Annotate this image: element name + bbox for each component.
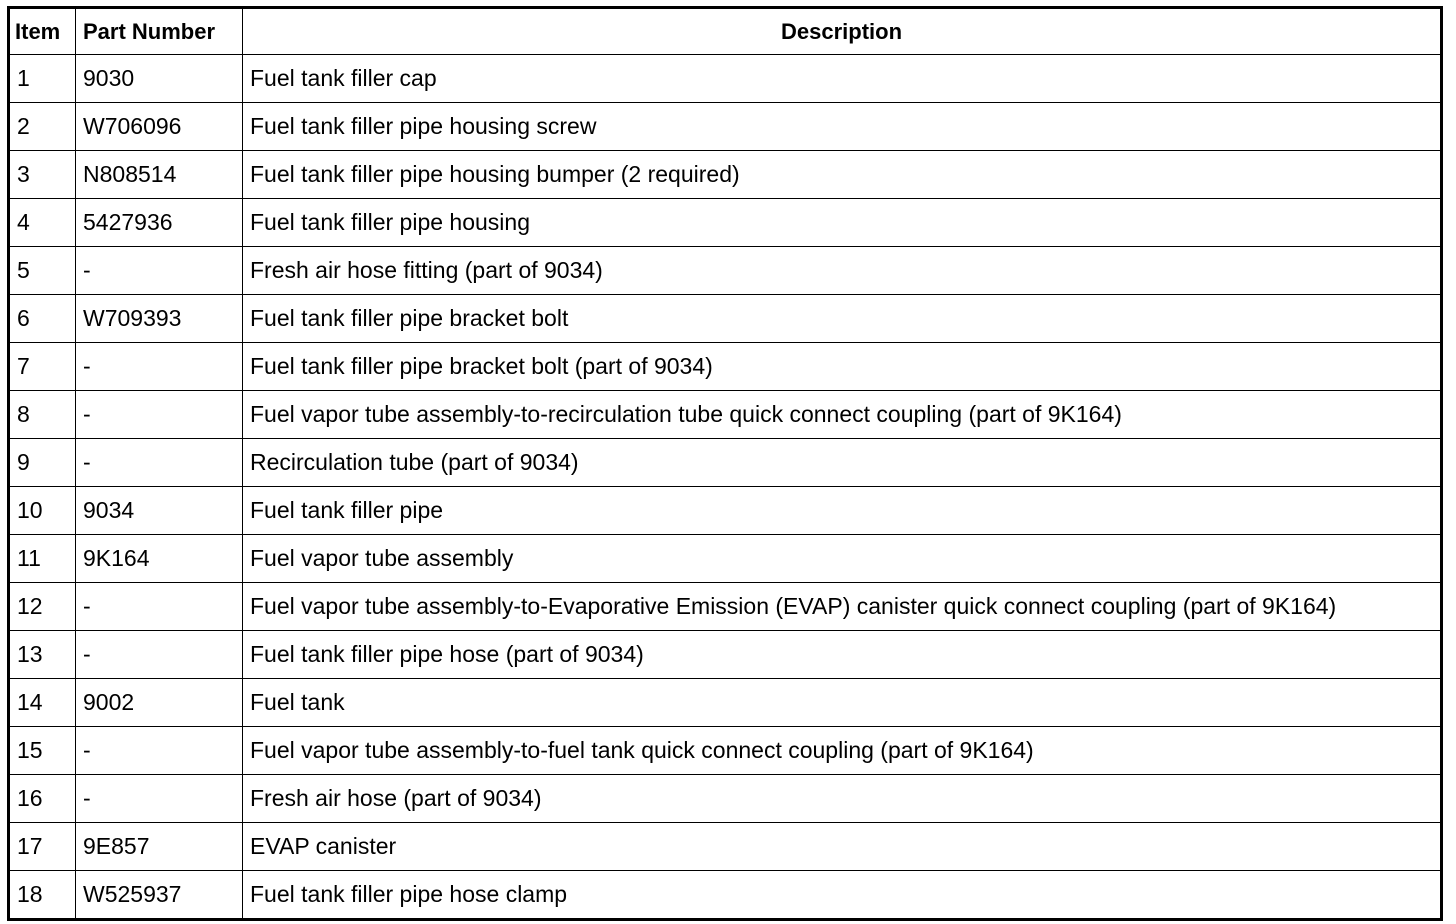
table-row <box>9 295 1442 343</box>
table-row <box>9 727 1442 775</box>
table-row <box>9 247 1442 295</box>
table-row <box>9 583 1442 631</box>
cell-part-number: 9034 <box>76 487 243 535</box>
cell-description: Fuel tank filler pipe hose clamp <box>243 871 1442 920</box>
cell-item: 9 <box>9 439 76 487</box>
parts-table <box>7 6 1443 921</box>
cell-description: Fuel tank filler pipe hose (part of 9034) <box>243 631 1442 679</box>
cell-part-number: - <box>76 727 243 775</box>
cell-item: 12 <box>9 583 76 631</box>
cell-part-number: W525937 <box>76 871 243 920</box>
cell-part-number: W709393 <box>76 295 243 343</box>
cell-part-number: 5427936 <box>76 199 243 247</box>
table-row <box>9 55 1442 103</box>
table-row <box>9 535 1442 583</box>
cell-item: 15 <box>9 727 76 775</box>
cell-description: Recirculation tube (part of 9034) <box>243 439 1442 487</box>
cell-item: 3 <box>9 151 76 199</box>
cell-item: 14 <box>9 679 76 727</box>
cell-description: Fuel tank filler pipe housing bumper (2 required) <box>243 151 1442 199</box>
cell-item: 13 <box>9 631 76 679</box>
cell-part-number: 9E857 <box>76 823 243 871</box>
cell-item: 4 <box>9 199 76 247</box>
table-body <box>9 55 1442 920</box>
cell-part-number: - <box>76 247 243 295</box>
table-row <box>9 199 1442 247</box>
cell-description: Fuel tank filler pipe housing screw <box>243 103 1442 151</box>
cell-item: 2 <box>9 103 76 151</box>
cell-description: EVAP canister <box>243 823 1442 871</box>
cell-description: Fuel vapor tube assembly <box>243 535 1442 583</box>
cell-item: 7 <box>9 343 76 391</box>
cell-description: Fuel tank filler cap <box>243 55 1442 103</box>
table-row <box>9 103 1442 151</box>
cell-part-number: - <box>76 631 243 679</box>
cell-part-number: N808514 <box>76 151 243 199</box>
cell-part-number: - <box>76 775 243 823</box>
cell-item: 8 <box>9 391 76 439</box>
table-row <box>9 775 1442 823</box>
cell-description: Fresh air hose (part of 9034) <box>243 775 1442 823</box>
header-description: Description <box>243 8 1442 55</box>
cell-item: 18 <box>9 871 76 920</box>
table-row <box>9 487 1442 535</box>
cell-item: 16 <box>9 775 76 823</box>
cell-description: Fuel tank filler pipe <box>243 487 1442 535</box>
table-row <box>9 391 1442 439</box>
cell-part-number: - <box>76 439 243 487</box>
cell-item: 10 <box>9 487 76 535</box>
cell-part-number: - <box>76 343 243 391</box>
table-row <box>9 151 1442 199</box>
table-row <box>9 823 1442 871</box>
cell-item: 5 <box>9 247 76 295</box>
cell-item: 1 <box>9 55 76 103</box>
cell-part-number: 9030 <box>76 55 243 103</box>
cell-description: Fuel tank <box>243 679 1442 727</box>
header-item: Item <box>9 8 76 55</box>
cell-description: Fuel vapor tube assembly-to-recirculation tube quick connect coupling (part of 9K164) <box>243 391 1442 439</box>
header-part-number: Part Number <box>76 8 243 55</box>
table-row <box>9 343 1442 391</box>
cell-description: Fuel vapor tube assembly-to-Evaporative Emission (EVAP) canister quick connect coupling (part of 9K164) <box>243 583 1442 631</box>
table-row <box>9 439 1442 487</box>
cell-description: Fuel tank filler pipe bracket bolt (part of 9034) <box>243 343 1442 391</box>
cell-description: Fuel tank filler pipe bracket bolt <box>243 295 1442 343</box>
cell-part-number: - <box>76 391 243 439</box>
cell-part-number: W706096 <box>76 103 243 151</box>
cell-part-number: 9K164 <box>76 535 243 583</box>
table-row <box>9 871 1442 920</box>
table-header-row <box>9 8 1442 55</box>
cell-description: Fresh air hose fitting (part of 9034) <box>243 247 1442 295</box>
cell-item: 17 <box>9 823 76 871</box>
cell-part-number: - <box>76 583 243 631</box>
cell-part-number: 9002 <box>76 679 243 727</box>
cell-item: 6 <box>9 295 76 343</box>
cell-item: 11 <box>9 535 76 583</box>
table-row <box>9 679 1442 727</box>
cell-description: Fuel vapor tube assembly-to-fuel tank quick connect coupling (part of 9K164) <box>243 727 1442 775</box>
table-row <box>9 631 1442 679</box>
cell-description: Fuel tank filler pipe housing <box>243 199 1442 247</box>
